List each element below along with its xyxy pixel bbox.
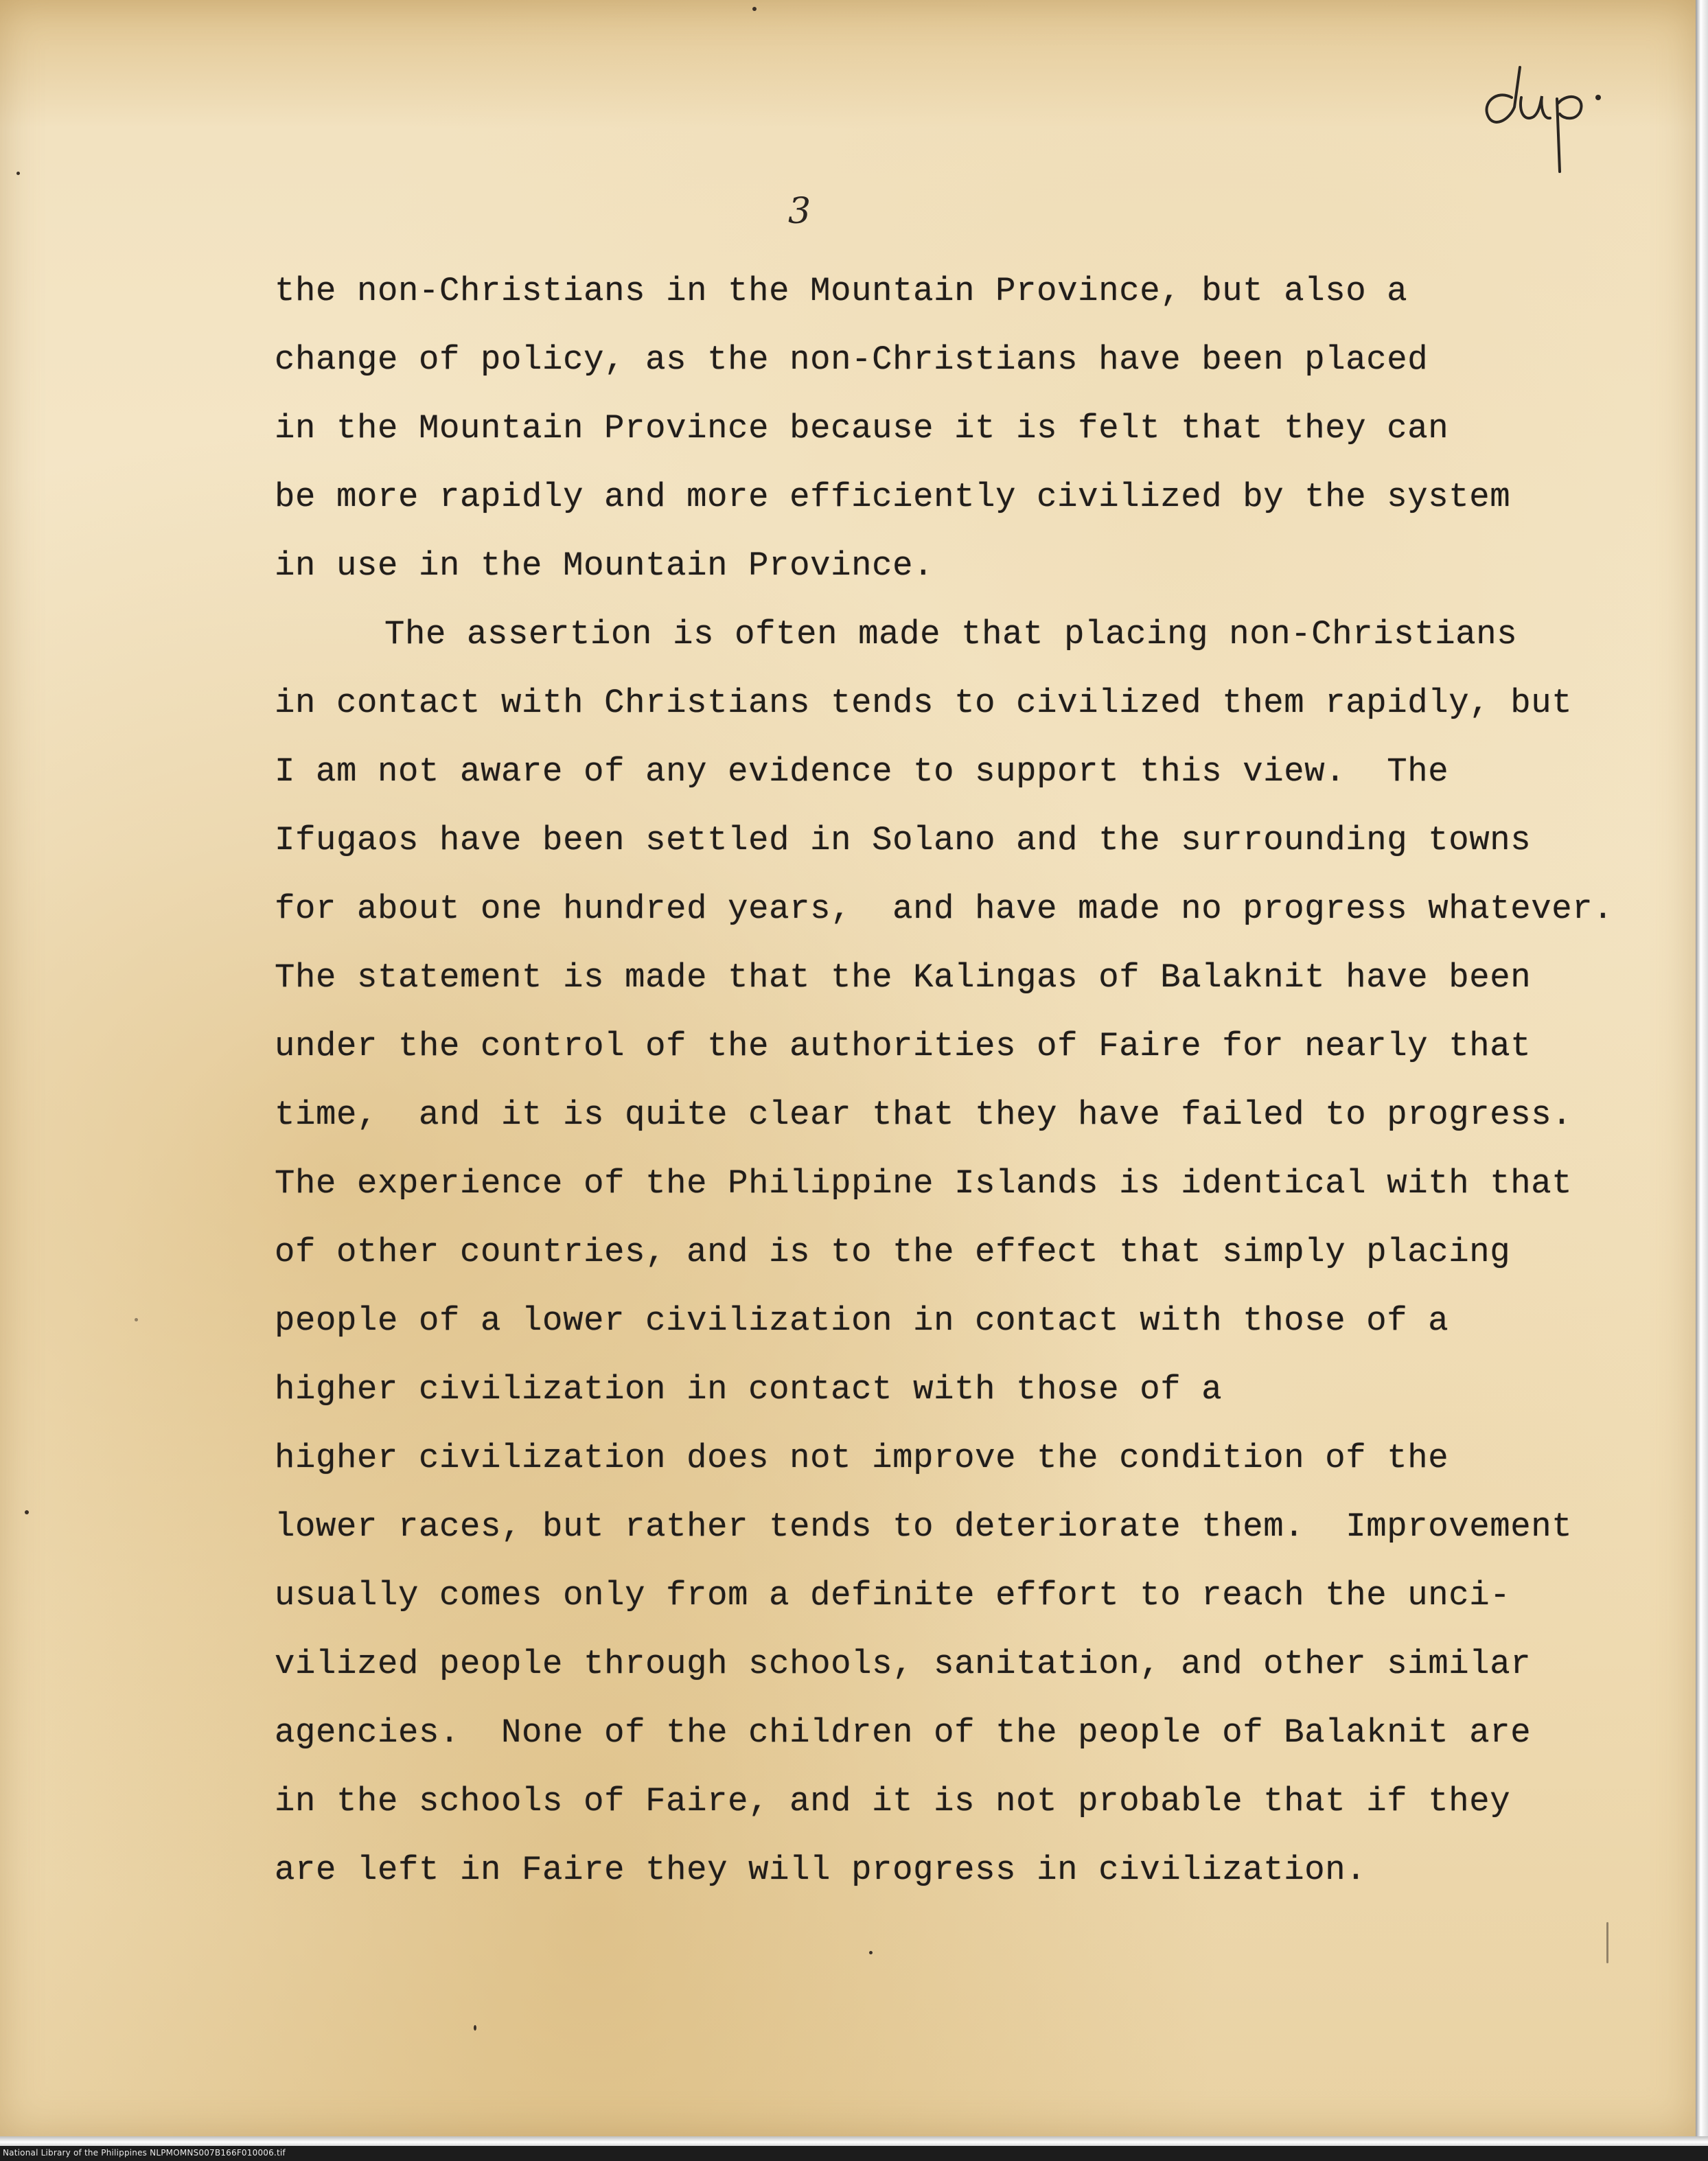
text-line: in the Mountain Province because it is felt that they can (275, 409, 1449, 448)
handwritten-margin-note (1476, 62, 1606, 178)
text-line: vilized people through schools, sanitation, and other similar (275, 1645, 1532, 1683)
paper-speck (752, 7, 757, 11)
text-line: The experience of the Philippine Islands is identical with that (275, 1164, 1573, 1203)
text-line: I am not aware of any evidence to support this view. The (275, 752, 1449, 791)
text-line: lower races, but rather tends to deteriorate them. Improvement (275, 1507, 1573, 1546)
text-line: agencies. None of the children of the people of Balaknit are (275, 1713, 1532, 1752)
paper-speck (474, 2025, 476, 2031)
text-line: people of a lower civilization in contact with those of a (275, 1302, 1449, 1340)
page-edge-bottom (0, 2136, 1708, 2146)
text-line: change of policy, as the non-Christians have been placed (275, 340, 1429, 379)
handwritten-dup-signature (1476, 62, 1606, 178)
text-line: the non-Christians in the Mountain Province, but also a (275, 272, 1408, 310)
paper-speck (16, 172, 20, 175)
text-line: in use in the Mountain Province. (275, 546, 934, 585)
paper-speck (869, 1951, 873, 1954)
text-line: Ifugaos have been settled in Solano and the surrounding towns (275, 821, 1532, 859)
text-line: higher civilization in contact with those of a (275, 1370, 1223, 1409)
text-line: for about one hundred years, and have made no progress whatever. (275, 890, 1614, 928)
page-edge-right (1696, 0, 1708, 2136)
text-line: be more rapidly and more efficiently civilized by the system (275, 478, 1511, 516)
body-text (275, 257, 1682, 1904)
text-line: time, and it is quite clear that they have failed to progress. (275, 1096, 1573, 1134)
paragraph-start-line: The assertion is often made that placing non-Christians (384, 615, 1518, 654)
text-line: higher civilization does not improve the condition of the (275, 1439, 1449, 1477)
paper-speck (135, 1318, 138, 1321)
text-line: usually comes only from a definite effort to reach the unci- (275, 1576, 1511, 1615)
page-number: 3 (788, 191, 811, 232)
text-line: are left in Faire they will progress in civilization. (275, 1851, 1367, 1889)
scan-footer-caption: National Library of the Philippines NLPMOMNS007B166F010006.tif (3, 2148, 286, 2158)
text-line: in the schools of Faire, and it is not probable that if they (275, 1782, 1511, 1821)
paper-speck (1606, 1922, 1608, 1963)
text-line: The statement is made that the Kalingas of Balaknit have been (275, 958, 1532, 997)
text-line: under the control of the authorities of Faire for nearly that (275, 1027, 1532, 1065)
text-line: of other countries, and is to the effect that simply placing (275, 1233, 1511, 1271)
paper-speck (25, 1510, 29, 1514)
text-line: in contact with Christians tends to civilized them rapidly, but (275, 684, 1573, 722)
